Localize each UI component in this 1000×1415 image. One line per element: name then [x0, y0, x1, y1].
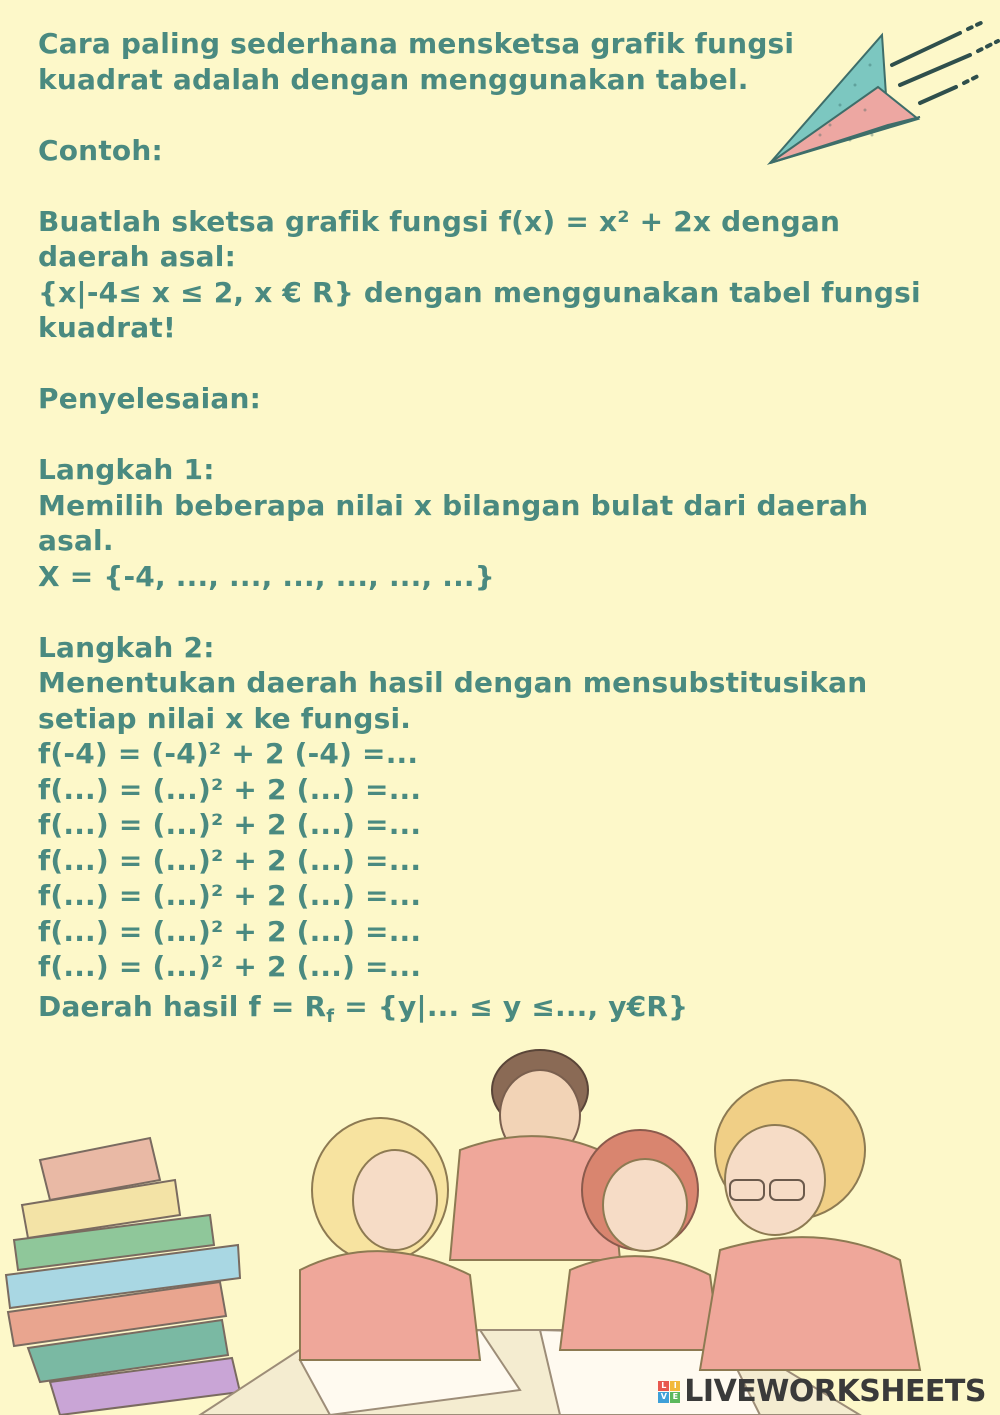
step2-row-5: f(...) = (...)² + 2 (...) =... — [38, 879, 422, 912]
step2-text-line-1: Menentukan daerah hasil dengan mensubstitusikan — [38, 666, 868, 699]
step1-text-line-2: asal. — [38, 524, 114, 557]
range-subscript: f — [326, 1005, 335, 1027]
step2-row-3: f(...) = (...)² + 2 (...) =... — [38, 808, 422, 841]
intro-line-2: kuadrat adalah dengan menggunakan tabel. — [38, 62, 749, 96]
worksheet-content — [38, 26, 921, 1027]
liveworksheets-wordmark: LIVEWORKSHEETS — [684, 1374, 986, 1409]
step2-row-4: f(...) = (...)² + 2 (...) =... — [38, 843, 422, 877]
step1-set: X = {-4, ..., ..., ..., ..., ..., ...} — [38, 559, 495, 593]
example-heading: Contoh: — [38, 133, 163, 167]
example-prompt-line-3: {x|-4≤ x ≤ 2, x € R} dengan menggunakan tabel fungsi — [38, 275, 921, 309]
book-stack-icon — [6, 1138, 240, 1415]
step2-heading: Langkah 2: — [38, 630, 215, 664]
example-prompt-line-4: kuadrat! — [38, 311, 176, 344]
range-suffix: = {y|... ≤ y ≤..., y€R} — [334, 989, 689, 1023]
solution-heading: Penyelesaian: — [38, 382, 262, 415]
step2-row-6: f(...) = (...)² + 2 (...) =... — [38, 914, 422, 948]
step2-row-1: f(-4) = (-4)² + 2 (-4) =... — [38, 737, 419, 770]
liveworksheets-logo-icon: L I V E — [658, 1381, 680, 1403]
liveworksheets-logo — [658, 1374, 986, 1409]
step2-row-2: f(...) = (...)² + 2 (...) =... — [38, 772, 422, 806]
intro-line-1: Cara paling sederhana mensketsa grafik fungsi — [38, 27, 795, 60]
step1-text-line-1: Memilih beberapa nilai x bilangan bulat dari daerah — [38, 488, 869, 522]
step2-row-7: f(...) = (...)² + 2 (...) =... — [38, 950, 422, 983]
example-prompt-line-2: daerah asal: — [38, 240, 236, 273]
step1-heading: Langkah 1: — [38, 453, 215, 486]
example-prompt-line-1: Buatlah sketsa grafik fungsi f(x) = x² + 2x dengan — [38, 204, 841, 238]
range-statement — [38, 989, 898, 1025]
students-studying-illustration — [0, 1030, 1000, 1415]
step2-text-line-2: setiap nilai x ke fungsi. — [38, 701, 412, 735]
range-prefix: Daerah hasil f = R — [38, 989, 327, 1023]
student-4 — [700, 1080, 920, 1370]
